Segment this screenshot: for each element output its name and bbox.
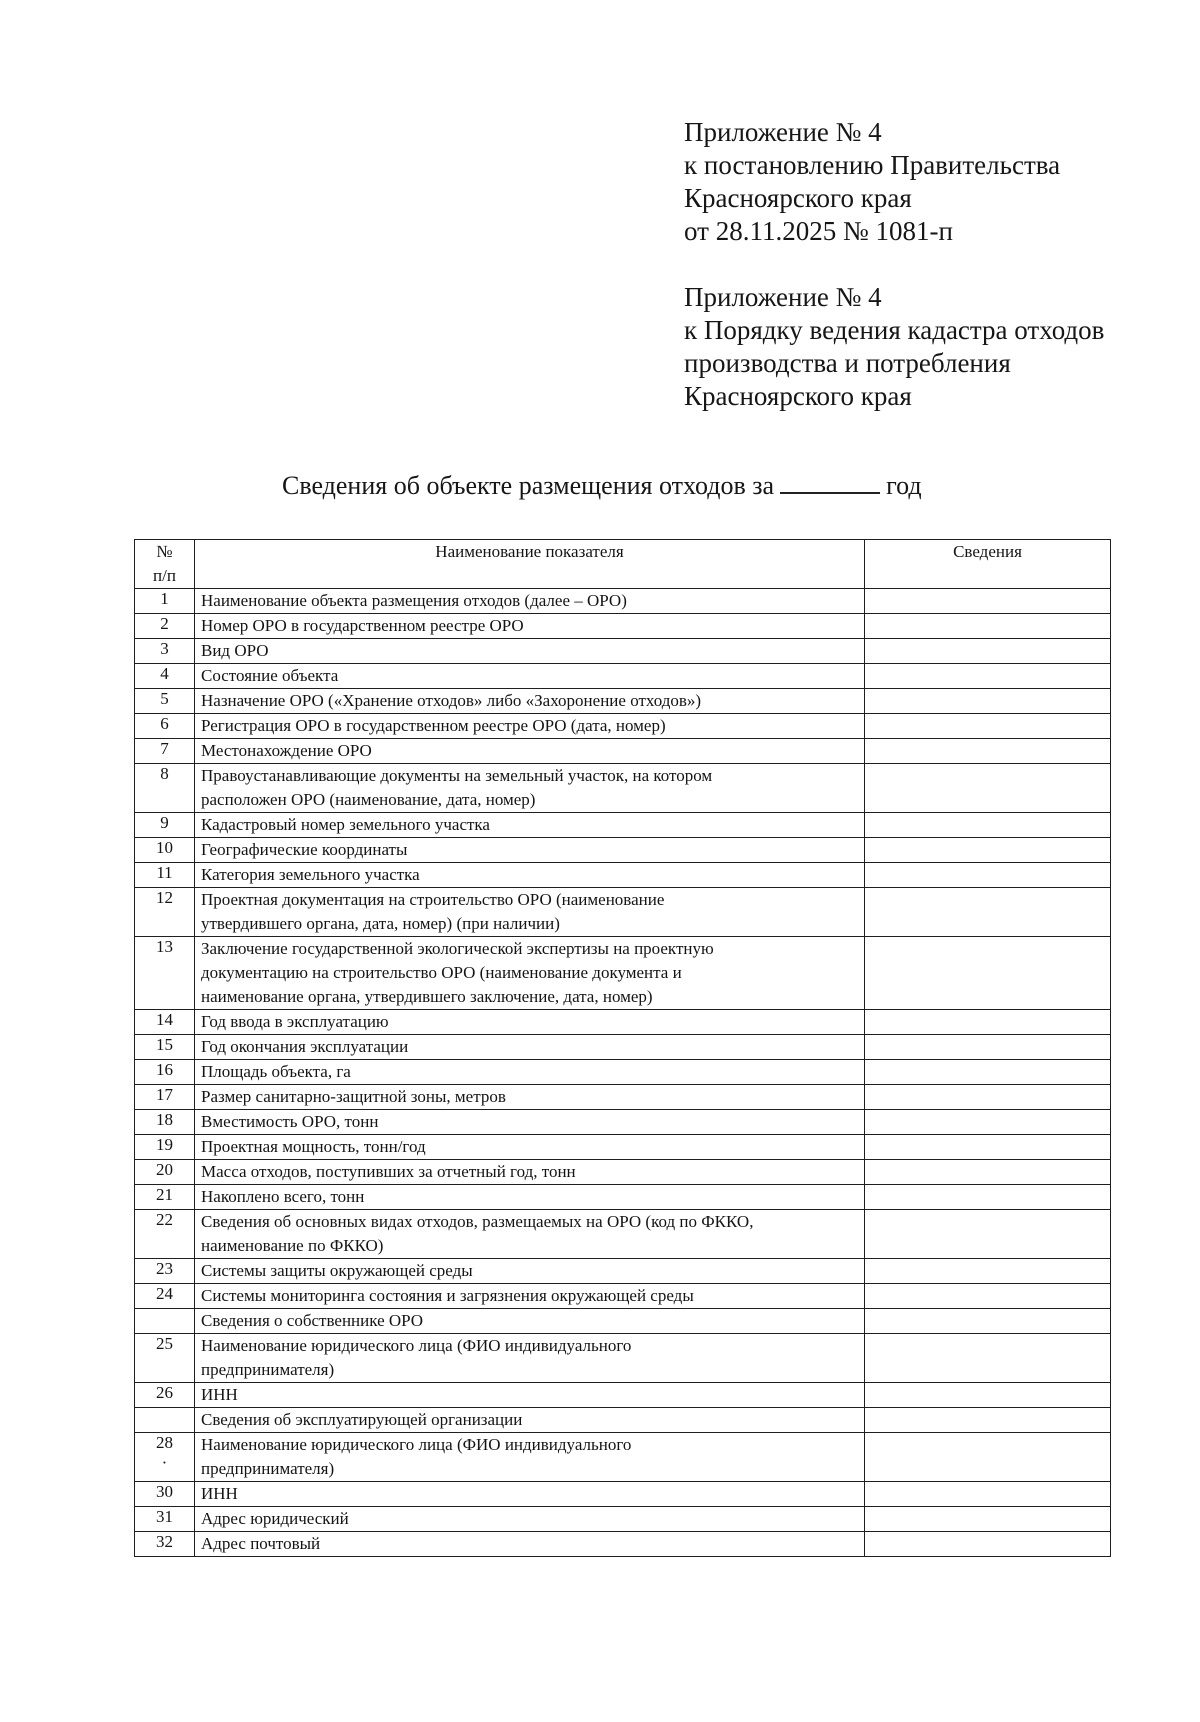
details-cell [865, 664, 1111, 689]
header-line: Приложение № 4 [684, 117, 882, 147]
details-cell [865, 764, 1111, 813]
indicator-name: Накоплено всего, тонн [195, 1185, 865, 1210]
table-row [135, 1284, 1111, 1309]
table-row [135, 739, 1111, 764]
indicator-name: Проектная документация на строительство ОРО (наименование утвердившего органа, дата, номер) (при наличии) [195, 888, 865, 937]
details-cell [865, 1160, 1111, 1185]
indicator-name: Наименование юридического лица (ФИО индивидуального предпринимателя) [195, 1433, 865, 1482]
details-cell [865, 1035, 1111, 1060]
details-cell [865, 863, 1111, 888]
header-line: Красноярского края [684, 381, 912, 411]
table-row [135, 1010, 1111, 1035]
header-line: производства и потребления [684, 348, 1011, 378]
row-number: 28 · [135, 1433, 195, 1482]
column-header-details: Сведения [865, 540, 1111, 589]
details-cell [865, 739, 1111, 764]
indicator-name: Правоустанавливающие документы на земельный участок, на котором расположен ОРО (наименование, дата, номер) [195, 764, 865, 813]
table-row [135, 1259, 1111, 1284]
table-row [135, 1532, 1111, 1557]
indicator-name: Наименование объекта размещения отходов (далее – ОРО) [195, 589, 865, 614]
row-number: 6 [135, 714, 195, 739]
row-number: 12 [135, 888, 195, 937]
details-cell [865, 813, 1111, 838]
table-row [135, 764, 1111, 813]
row-number: 24 [135, 1284, 195, 1309]
indicator-name: Адрес почтовый [195, 1532, 865, 1557]
header-block-cadastre-order [684, 281, 1164, 413]
waste-facility-table [134, 539, 1111, 1557]
column-header-number: № п/п [135, 540, 195, 589]
indicator-name: Проектная мощность, тонн/год [195, 1135, 865, 1160]
table-row [135, 888, 1111, 937]
table-row [135, 1110, 1111, 1135]
header-line: Приложение № 4 [684, 282, 882, 312]
row-number: 17 [135, 1085, 195, 1110]
details-cell [865, 1110, 1111, 1135]
row-number: 9 [135, 813, 195, 838]
row-number [135, 1309, 195, 1334]
indicator-name: Масса отходов, поступивших за отчетный год, тонн [195, 1160, 865, 1185]
table-row [135, 639, 1111, 664]
table-row [135, 1135, 1111, 1160]
indicator-name: Сведения об эксплуатирующей организации [195, 1408, 865, 1433]
row-number: 21 [135, 1185, 195, 1210]
table-row [135, 937, 1111, 1010]
table-row [135, 838, 1111, 863]
header-line: к постановлению Правительства [684, 150, 1061, 180]
indicator-name: Год ввода в эксплуатацию [195, 1010, 865, 1035]
details-cell [865, 1010, 1111, 1035]
indicator-name: Вместимость ОРО, тонн [195, 1110, 865, 1135]
row-number: 11 [135, 863, 195, 888]
indicator-name: Наименование юридического лица (ФИО индивидуального предпринимателя) [195, 1334, 865, 1383]
details-cell [865, 714, 1111, 739]
row-number: 30 [135, 1482, 195, 1507]
row-number: 10 [135, 838, 195, 863]
row-number: 20 [135, 1160, 195, 1185]
indicator-name: Кадастровый номер земельного участка [195, 813, 865, 838]
table-row [135, 589, 1111, 614]
row-number: 16 [135, 1060, 195, 1085]
table-row [135, 714, 1111, 739]
row-number: 31 [135, 1507, 195, 1532]
table-row [135, 689, 1111, 714]
details-cell [865, 1334, 1111, 1383]
row-number: 4 [135, 664, 195, 689]
details-cell [865, 1135, 1111, 1160]
details-cell [865, 1060, 1111, 1085]
indicator-name: Заключение государственной экологической экспертизы на проектную документацию на строительство ОРО (наименование документа и наименование органа, утвердившего заключение, дата, номер) [195, 937, 865, 1010]
table-row [135, 1160, 1111, 1185]
row-number: 32 [135, 1532, 195, 1557]
details-cell [865, 1185, 1111, 1210]
header-line: от 28.11.2025 № 1081-п [684, 216, 953, 246]
table-row [135, 1482, 1111, 1507]
row-number: 18 [135, 1110, 195, 1135]
indicator-name: Размер санитарно-защитной зоны, метров [195, 1085, 865, 1110]
details-cell [865, 1383, 1111, 1408]
details-cell [865, 1259, 1111, 1284]
table-row [135, 1383, 1111, 1408]
details-cell [865, 1482, 1111, 1507]
indicator-name: Сведения об основных видах отходов, размещаемых на ОРО (код по ФККО, наименование по ФККО) [195, 1210, 865, 1259]
header-line: Красноярского края [684, 183, 912, 213]
row-number: 13 [135, 937, 195, 1010]
indicator-name: Адрес юридический [195, 1507, 865, 1532]
details-cell [865, 1408, 1111, 1433]
indicator-name: Категория земельного участка [195, 863, 865, 888]
column-header-indicator: Наименование показателя [195, 540, 865, 589]
row-number: 14 [135, 1010, 195, 1035]
details-cell [865, 614, 1111, 639]
row-number: 3 [135, 639, 195, 664]
table-row [135, 664, 1111, 689]
table-header-row [135, 540, 1111, 589]
row-number: 19 [135, 1135, 195, 1160]
indicator-name: Площадь объекта, га [195, 1060, 865, 1085]
indicator-name: Местонахождение ОРО [195, 739, 865, 764]
details-cell [865, 838, 1111, 863]
details-cell [865, 1532, 1111, 1557]
row-number: 25 [135, 1334, 195, 1383]
table-row [135, 1507, 1111, 1532]
year-blank-line [780, 470, 880, 494]
indicator-name: Назначение ОРО («Хранение отходов» либо «Захоронение отходов») [195, 689, 865, 714]
indicator-name: Системы мониторинга состояния и загрязнения окружающей среды [195, 1284, 865, 1309]
indicator-name: Вид ОРО [195, 639, 865, 664]
row-number: 5 [135, 689, 195, 714]
document-title [282, 470, 1002, 502]
row-number: 22 [135, 1210, 195, 1259]
table-row [135, 813, 1111, 838]
row-number: 23 [135, 1259, 195, 1284]
row-number [135, 1408, 195, 1433]
row-number: 8 [135, 764, 195, 813]
table-row [135, 614, 1111, 639]
details-cell [865, 589, 1111, 614]
details-cell [865, 937, 1111, 1010]
table-row [135, 1433, 1111, 1482]
indicator-name: Сведения о собственнике ОРО [195, 1309, 865, 1334]
details-cell [865, 1210, 1111, 1259]
table-row [135, 1408, 1111, 1433]
details-cell [865, 1284, 1111, 1309]
header-block-government-decree [684, 116, 1164, 248]
row-number: 2 [135, 614, 195, 639]
table-row [135, 1334, 1111, 1383]
details-cell [865, 689, 1111, 714]
header-line: к Порядку ведения кадастра отходов [684, 315, 1105, 345]
details-cell [865, 1507, 1111, 1532]
details-cell [865, 888, 1111, 937]
row-number: 1 [135, 589, 195, 614]
details-cell [865, 1309, 1111, 1334]
indicator-name: Состояние объекта [195, 664, 865, 689]
table-row [135, 1035, 1111, 1060]
row-number: 26 [135, 1383, 195, 1408]
table-row [135, 1060, 1111, 1085]
table-row [135, 1185, 1111, 1210]
indicator-name: ИНН [195, 1482, 865, 1507]
indicator-name: Год окончания эксплуатации [195, 1035, 865, 1060]
indicator-name: ИНН [195, 1383, 865, 1408]
title-text: Сведения об объекте размещения отходов за [282, 471, 775, 500]
indicator-name: Номер ОРО в государственном реестре ОРО [195, 614, 865, 639]
details-cell [865, 1433, 1111, 1482]
indicator-name: Регистрация ОРО в государственном реестре ОРО (дата, номер) [195, 714, 865, 739]
details-cell [865, 639, 1111, 664]
table-row [135, 1309, 1111, 1334]
title-year-word: год [886, 471, 922, 500]
details-cell [865, 1085, 1111, 1110]
row-number: 7 [135, 739, 195, 764]
table-row [135, 1085, 1111, 1110]
table-row [135, 1210, 1111, 1259]
indicator-name: Географические координаты [195, 838, 865, 863]
row-number: 15 [135, 1035, 195, 1060]
indicator-name: Системы защиты окружающей среды [195, 1259, 865, 1284]
table-row [135, 863, 1111, 888]
